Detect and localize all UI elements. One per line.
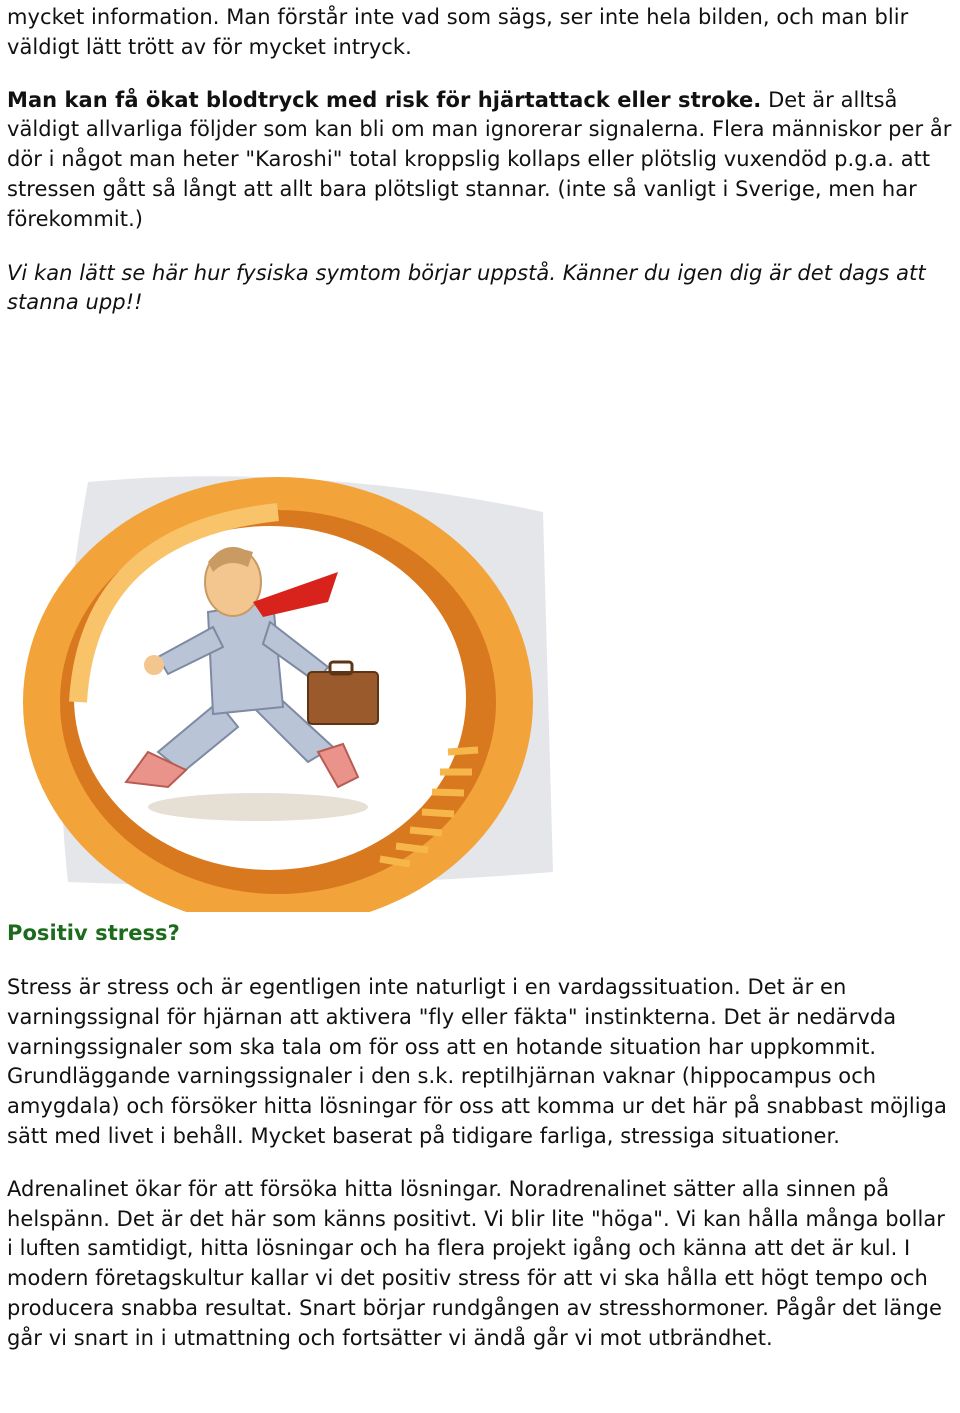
- illustration-svg: [8, 452, 568, 912]
- section-heading-positive-stress: Positiv stress?: [7, 921, 180, 945]
- hand-back: [144, 655, 164, 675]
- risk-rest-text: Det är alltså väldigt allvarliga följder som kan bli om man ignorerar signalerna. Flera människor per år dör i något man heter "Karoshi" total kroppslig kollaps eller plötslig vuxendöd p.g.a. att stressen gått så långt att allt bara plötsligt stannar. (inte så vanligt i Sverige, men har förekommit.): [7, 87, 952, 231]
- paragraph-intro: mycket information. Man förstår inte vad som sägs, ser inte hela bilden, och man blir väldigt lätt trött av för mycket intryck.: [7, 5, 909, 59]
- section-heading-wrap: [7, 919, 180, 949]
- hamster-wheel-businessman-illustration: [8, 452, 568, 912]
- paragraph-risks: [7, 86, 957, 235]
- briefcase: [308, 672, 378, 724]
- paragraph-symptoms-italic: Vi kan lätt se här hur fysiska symtom börjar uppstå. Känner du igen dig är det dags att stanna upp!!: [7, 260, 926, 315]
- risk-bold-text: Man kan få ökat blodtryck med risk för hjärtattack eller stroke.: [7, 87, 762, 112]
- article-top: [7, 0, 957, 318]
- figure-shadow: [148, 793, 368, 821]
- article-bottom: [7, 973, 957, 1354]
- paragraph-stress-signal: Stress är stress och är egentligen inte naturligt i en vardagssituation. Det är en varningssignal för hjärnan att aktivera "fly eller fäkta" instinkterna. Det är nedärvda varningssignaler som ska tala om för oss att en hotande situation har uppkommit. Grundläggande varningssignaler i den s.k. reptilhjärnan vaknar (hippocampus och amygdala) och försöker hitta lösningar för oss att komma ur det här på snabbast möjliga sätt med livet i behåll. Mycket baserat på tidigare farliga, stressiga situationer.: [7, 975, 947, 1148]
- paragraph-adrenaline: Adrenalinet ökar för att försöka hitta lösningar. Noradrenalinet sätter alla sinnen på helspänn. Det är det här som känns positivt. Vi blir lite "höga". Vi kan hålla många bollar i luften samtidigt, hitta lösningar och ha flera projekt igång och känna att det är kul. I modern företagskultur kallar vi det positiv stress för att vi ska hålla ett högt tempo och producera snabba resultat. Snart börjar rundgången av stresshormoner. Pågår det länge går vi snart in i utmattning och fortsätter vi ändå går vi mot utbrändhet.: [7, 1176, 945, 1350]
- torso: [208, 602, 283, 714]
